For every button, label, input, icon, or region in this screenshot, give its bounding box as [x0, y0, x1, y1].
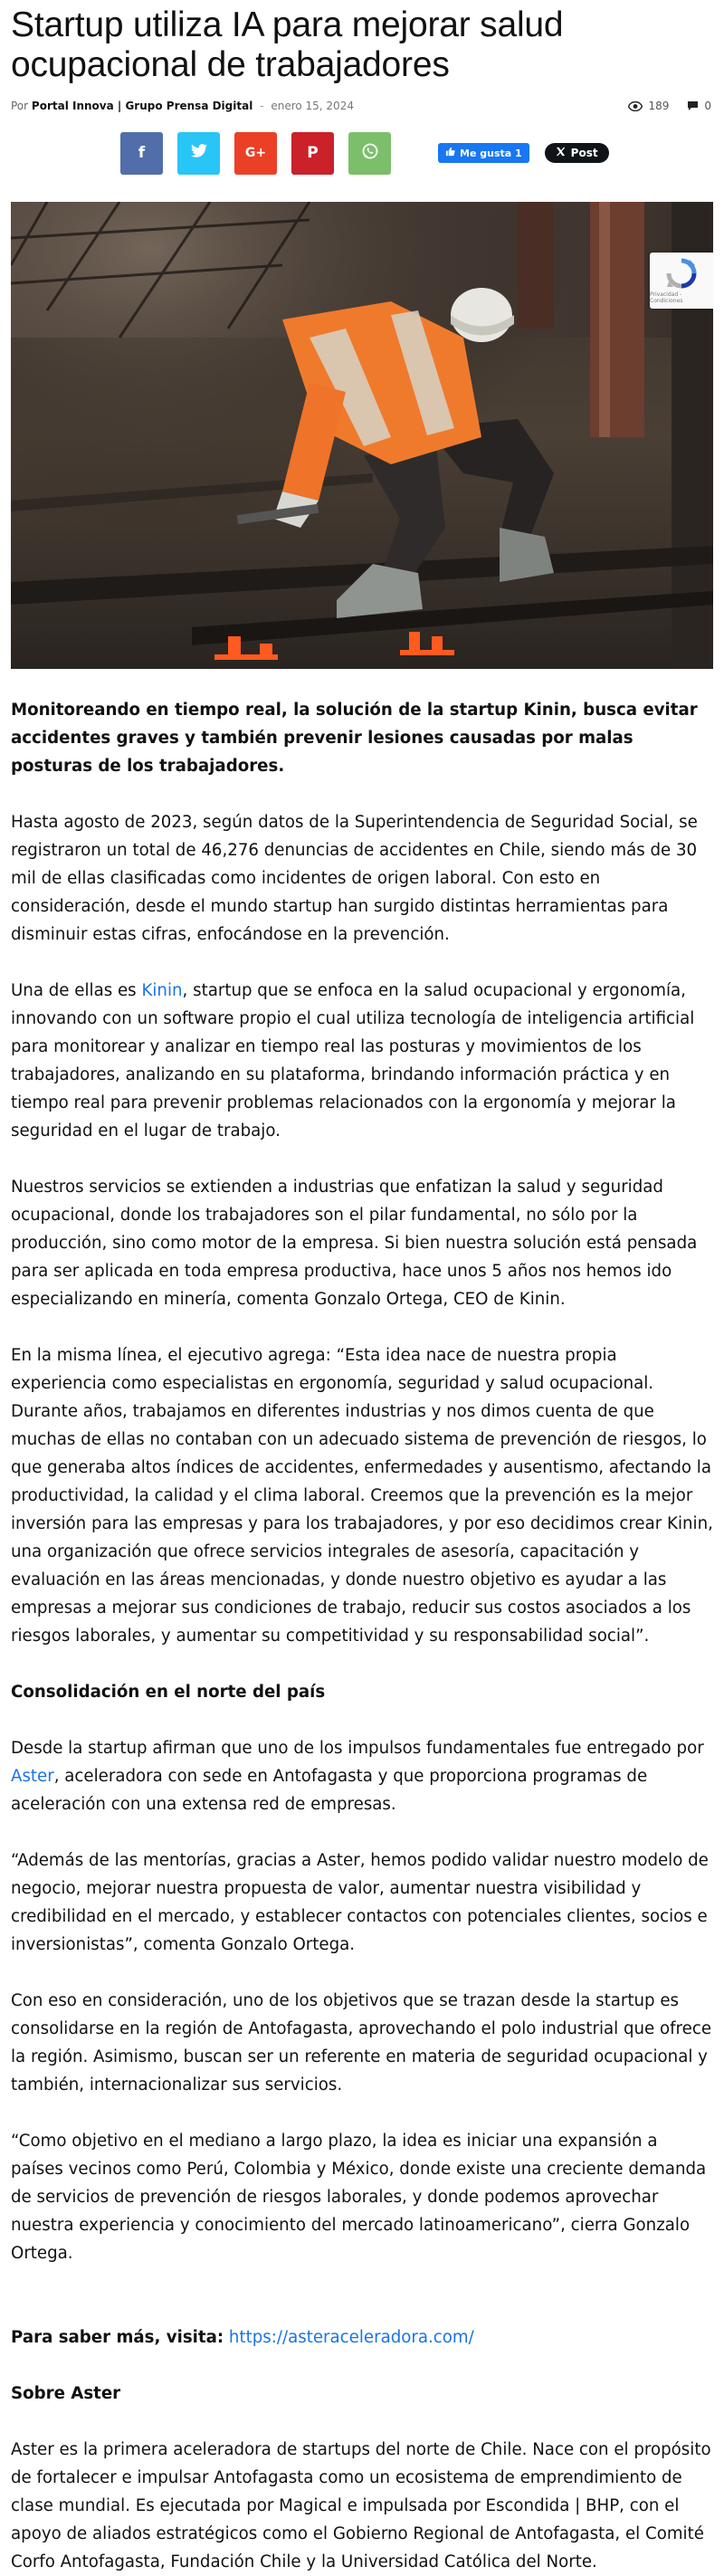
paragraph: Nuestros servicios se extienden a industrias que enfatizan la salud y seguridad ocupacional, donde los trabajadores son el pilar fundamental, no sólo por la producción, sino como motor de la empresa. Si bien nuestra solución está pensada para ser aplicada en toda empresa productiva, hace unos 5 años nos hemos ido especializando en minería, comenta Gonzalo Ortega, CEO de Kinin. [11, 1178, 698, 1309]
article-body [11, 696, 713, 2576]
pinterest-icon: P [307, 144, 319, 162]
paragraph: Hasta agosto de 2023, según datos de la Superintendencia de Seguridad Social, se registraron un total de 46,276 denuncias de accidentes en Chile, siendo más de 30 mil de ellas clasificadas como incidentes de origen laboral. Con esto en consideración, desde el mundo startup han surgido distintas herramientas para disminuir estas cifras, enfocándose en la prevención. [11, 813, 698, 944]
twitter-icon [191, 144, 207, 162]
article-stats [628, 100, 713, 112]
section-heading-sobre-aster: Sobre Aster [11, 2384, 121, 2403]
paragraph [11, 1734, 713, 1818]
like-label: Me gusta 1 [460, 147, 522, 159]
twitter-share-button[interactable] [177, 132, 220, 175]
kinin-link[interactable]: Kinin [141, 981, 183, 1000]
paragraph: “Como objetivo en el mediano a largo plazo, la idea es iniciar una expansión a países vecinos como Perú, Colombia y México, donde existe una creciente demanda de servicios de prevención de riesgos laborales, y donde podemos aprovechar nuestra experiencia y conocimiento del mercado latinoamericano”, cierra Gonzalo Ortega. [11, 2132, 707, 2263]
x-post-button[interactable] [545, 143, 609, 163]
article-title: Startup utiliza IA para mejorar salud ocupacional de trabajadores [11, 5, 564, 84]
spacer [11, 2295, 713, 2323]
recaptcha-links[interactable]: Privacidad - Condiciones [650, 291, 683, 304]
more-info-label: Para saber más, visita: [11, 2328, 224, 2347]
by-prefix: Por [11, 100, 29, 112]
facebook-icon: f [138, 144, 146, 162]
googleplus-share-button[interactable] [234, 132, 277, 175]
comments-stat[interactable] [687, 100, 711, 112]
eye-icon [628, 101, 643, 111]
date-separator: - [260, 100, 264, 112]
share-bar [120, 131, 713, 175]
paragraph [11, 977, 713, 1145]
googleplus-icon: G+ [244, 146, 267, 160]
x-logo-icon [556, 147, 566, 159]
facebook-share-button[interactable] [120, 132, 163, 175]
paragraph-text: , startup que se enfoca en la salud ocupacional y ergonomía, innovando con un software propio el cual utiliza tecnología de inteligencia artificial para monitorear y analizar en tiempo real las posturas y movimientos de los trabajadores, analizando en su plataforma, brindando información práctica y en tiempo real para prevenir problemas relacionados con la ergonomía y mejorar la seguridad en el lugar de trabajo. [11, 981, 695, 1140]
whatsapp-share-button[interactable] [348, 132, 391, 175]
byline [11, 100, 354, 112]
comments-count: 0 [704, 100, 711, 112]
views-count: 189 [648, 100, 670, 112]
paragraph: Con eso en consideración, uno de los objetivos que se trazan desde la startup es consolidarse en la región de Antofagasta, aprovechando el polo industrial que ofrece la región. Asimismo, buscan ser un referente en materia de seguridad ocupacional y también, internacionalizar sus servicios. [11, 1991, 712, 2094]
paragraph: En la misma línea, el ejecutivo agrega: “Esta idea nace de nuestra propia experiencia como especialistas en ergonomía, seguridad y salud ocupacional. Durante años, trabajamos en diferentes industrias y nos dimos cuenta de que muchas de ellas no contaban con un adecuado sistema de prevención de riesgos, lo que generaba altos índices de accidentes, enfermedades y ausentismo, afectando la productividad, la calidad y el clima laboral. Creemos que la prevención es la mejor inversión para las empresas y para los trabajadores, y por eso decidimos crear Kinin, una organización que ofrece servicios integrales de asesoría, capacitación y evaluación en las áreas mencionadas, y donde nuestro objetivo es ayudar a las empresas a mejorar sus condiciones de trabajo, reducir sus costos asociados a los riesgos laborales, y aumentar su competitividad y su responsabilidad social”. [11, 1346, 713, 1646]
construction-worker-photo-icon [11, 202, 713, 669]
recaptcha-icon [666, 258, 697, 289]
section-heading-consolidacion: Consolidación en el norte del país [11, 1683, 326, 1702]
comment-icon [687, 100, 699, 111]
pinterest-share-button[interactable] [291, 132, 334, 175]
more-info-line [11, 2323, 713, 2352]
publish-date: enero 15, 2024 [271, 100, 354, 112]
views-stat [628, 100, 669, 112]
paragraph-text: , aceleradora con sede en Antofagasta y que proporciona programas de aceleración con una extensa red de empresas. [11, 1767, 648, 1814]
article-hero-image [11, 202, 713, 669]
aster-link[interactable]: Aster [11, 1767, 54, 1786]
aster-website-link[interactable]: https://asteraceleradora.com/ [228, 2328, 474, 2347]
article-page [0, 5, 724, 2576]
thumbs-up-icon [445, 147, 455, 159]
paragraph: Aster es la primera aceleradora de startups del norte de Chile. Nace con el propósito de fortalecer e impulsar Antofagasta como un ecosistema de emprendimiento de clase mundial. Es ejecutada por Magical e impulsada por Escondida | BHP, con el apoyo de aliados estratégicos como el Gobierno Regional de Antofagasta, el Comité Corfo Antofagasta, Fundación Chile y la Universidad Católica del Norte. [11, 2440, 711, 2571]
paragraph: “Además de las mentorías, gracias a Aster, hemos podido validar nuestro modelo de negocio, mejorar nuestra propuesta de valor, aumentar nuestra visibilidad y credibilidad en el mercado, y establecer contactos con potenciales clientes, socios e inversionistas”, comenta Gonzalo Ortega. [11, 1851, 709, 1954]
recaptcha-badge[interactable] [650, 253, 713, 309]
article-meta [11, 96, 713, 116]
facebook-like-button[interactable] [438, 143, 529, 163]
paragraph-text: Desde la startup afirman que uno de los impulsos fundamentales fue entregado por [11, 1739, 704, 1758]
whatsapp-icon [361, 142, 379, 165]
post-label: Post [570, 147, 598, 159]
author-link[interactable]: Portal Innova | Grupo Prensa Digital [31, 100, 253, 112]
article-lead: Monitoreando en tiempo real, la solución de la startup Kinin, busca evitar accidentes graves y también prevenir lesiones causadas por malas posturas de los trabajadores. [11, 701, 698, 776]
paragraph-text: Una de ellas es [11, 981, 142, 1000]
